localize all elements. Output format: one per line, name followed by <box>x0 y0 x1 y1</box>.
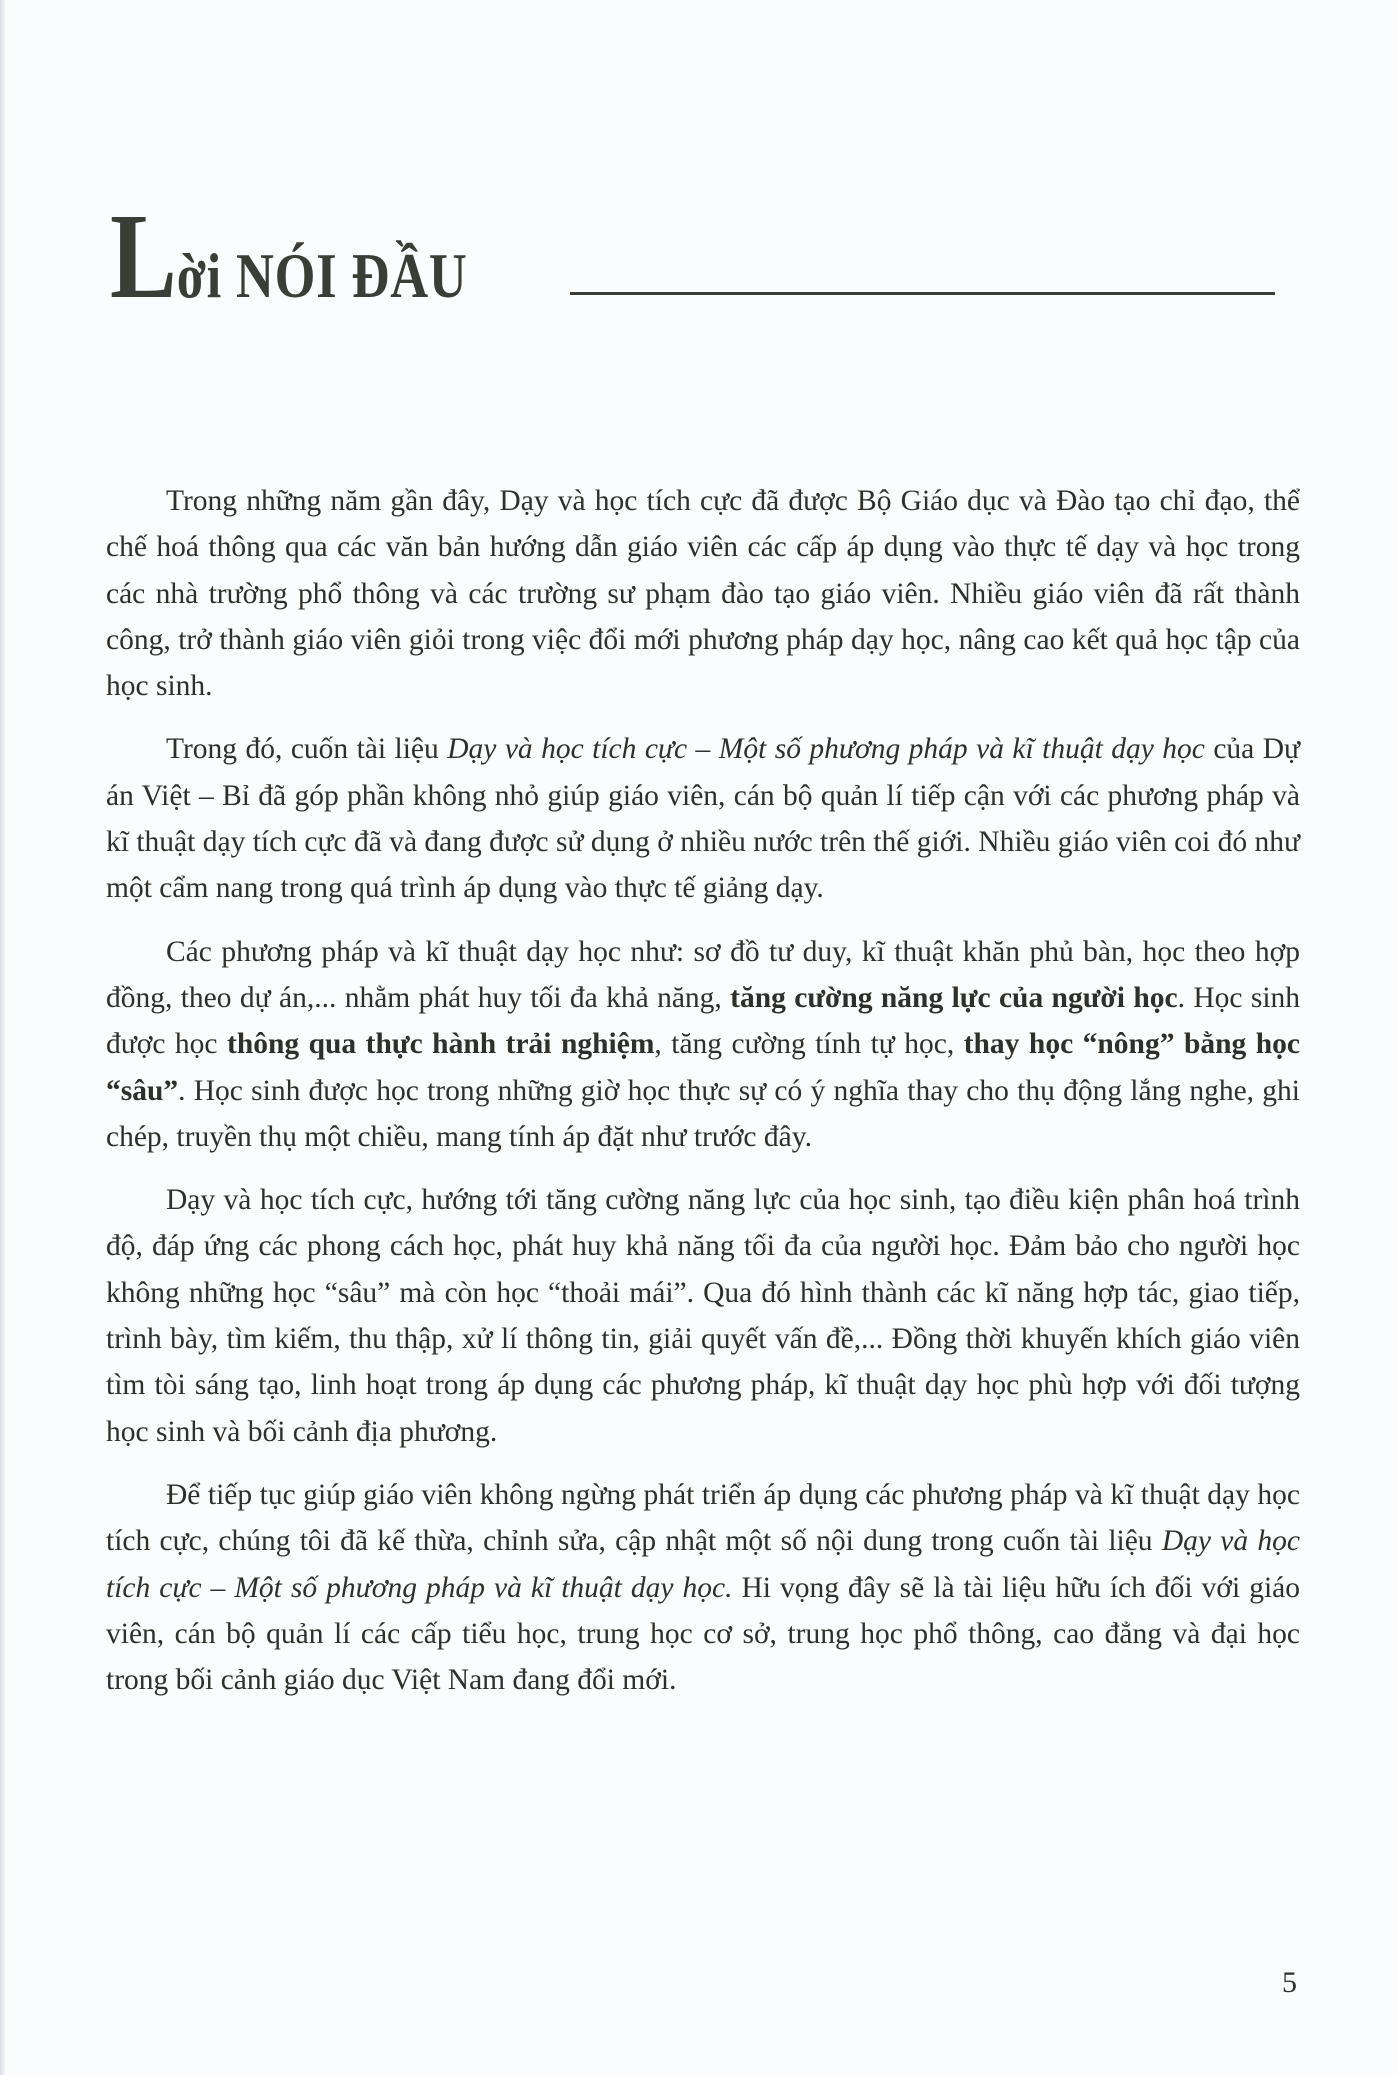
text: , tăng cường tính tự học, <box>654 1028 964 1061</box>
bold-text: thông qua thực hành trải nghiệm <box>227 1028 655 1061</box>
paragraph-5 <box>106 1472 1300 1703</box>
title-rule <box>570 292 1275 295</box>
text: Trong đó, cuốn tài liệu <box>166 733 448 766</box>
text: . Học sinh được học trong những giờ học thực sự có ý nghĩa thay cho thụ động lắng nghe, ghi chép, truyền thụ một chiều, mang tính áp đặt như trước đây. <box>106 1074 1300 1153</box>
paragraph-2 <box>106 726 1300 911</box>
text: . Học sinh được học <box>106 981 1301 1061</box>
paragraph-1 <box>106 478 1300 709</box>
bold-text: thay học “nông” bằng học “sâu” <box>106 1028 1300 1107</box>
page-edge <box>0 0 6 2075</box>
italic-book-title: Dạy và học tích cực – Một số phương pháp và kĩ thuật dạy học <box>447 733 1205 766</box>
title-initial: L <box>110 189 177 324</box>
text: của Dự án Việt – Bỉ đã góp phần không nhỏ giúp giáo viên, cán bộ quản lí tiếp cận với các phương pháp và kĩ thuật dạy tích cực đã và đang được sử dụng ở nhiều nước trên thế giới. Nhiều giáo viên coi đó như một cẩm nang trong quá trình áp dụng vào thực tế giảng dạy. <box>106 733 1300 905</box>
page-number: 5 <box>1282 1966 1297 1999</box>
text: Hi vọng đây sẽ là tài liệu hữu ích đối với giáo viên, cán bộ quản lí các cấp tiểu học, trung học cơ sở, trung học phổ thông, cao đẳng và đại học trong bối cảnh giáo dục Việt Nam đang đổi mới. <box>106 1571 1300 1697</box>
body-text <box>106 478 1300 1720</box>
text: Để tiếp tục giúp giáo viên không ngừng phát triển áp dụng các phương pháp và kĩ thuật dạy học tích cực, chúng tôi đã kế thừa, chỉnh sửa, cập nhật một số nội dung trong cuốn tài liệu <box>106 1478 1300 1558</box>
paragraph-3 <box>106 929 1300 1160</box>
italic-book-title: Dạy và học tích cực – Một số phương pháp và kĩ thuật dạy học. <box>106 1525 1300 1604</box>
bold-text: tăng cường năng lực của người học <box>730 981 1178 1014</box>
paragraph-4 <box>106 1177 1300 1455</box>
text: Các phương pháp và kĩ thuật dạy học như: sơ đồ tư duy, kĩ thuật khăn phủ bàn, học theo hợp đồng, theo dự án,... nhằm phát huy tối đa khả năng, <box>106 935 1300 1014</box>
title-rest: ời NÓI ĐẦU <box>176 240 468 311</box>
text: Trong những năm gần đây, Dạy và học tích cực đã được Bộ Giáo dục và Đào tạo chỉ đạo, thể chế hoá thông qua các văn bản hướng dẫn giáo viên các cấp áp dụng vào thực tế dạy và học trong các nhà trường phổ thông và các trường sư phạm đào tạo giáo viên. Nhiều giáo viên đã rất thành công, trở thành giáo viên giỏi trong việc đổi mới phương pháp dạy học, nâng cao kết quả học tập của học sinh. <box>106 485 1300 703</box>
page-title <box>110 189 468 324</box>
text: Dạy và học tích cực, hướng tới tăng cường năng lực của học sinh, tạo điều kiện phân hoá trình độ, đáp ứng các phong cách học, phát huy khả năng tối đa của người học. Đảm bảo cho người học không những học “sâu” mà còn học “thoải mái”. Qua đó hình thành các kĩ năng hợp tác, giao tiếp, trình bày, tìm kiếm, thu thập, xử lí thông tin, giải quyết vấn đề,... Đồng thời khuyến khích giáo viên tìm tòi sáng tạo, linh hoạt trong áp dụng các phương pháp, kĩ thuật dạy học phù hợp với đối tượng học sinh và bối cảnh địa phương. <box>106 1184 1300 1448</box>
